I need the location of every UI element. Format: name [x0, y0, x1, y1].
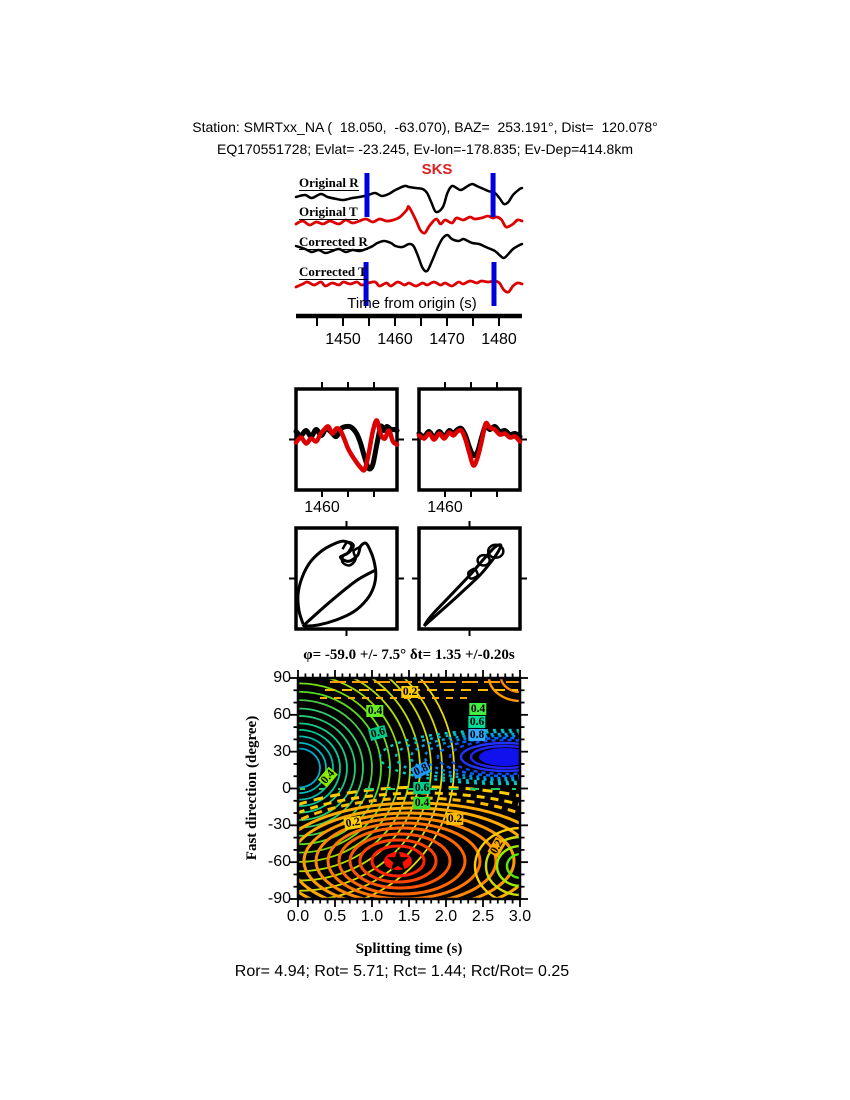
contour-xtick-label: 2.0	[434, 908, 458, 926]
trace-label-original-r: Original R	[299, 175, 359, 190]
contour-level-label: 0.4	[367, 704, 383, 717]
time-axis-label: Time from origin (s)	[347, 295, 477, 312]
contour-level-label: 0.4	[414, 796, 430, 809]
contour-level-label: 0.8	[469, 728, 485, 741]
window-marker	[491, 173, 496, 217]
contour-level-label: 0.2	[344, 815, 362, 831]
contour-xtick-label: 0.5	[323, 908, 347, 926]
contour-level-label: 0.6	[414, 781, 430, 794]
contour-xtick-label: 2.5	[471, 908, 495, 926]
contour-ytick-label: 30	[273, 742, 291, 760]
time-tick-label: 1480	[481, 331, 517, 349]
phase-label-sks: SKS	[421, 161, 453, 178]
contour-level-label: 0.4	[318, 767, 338, 787]
contour-ylabel: Fast direction (degree)	[243, 715, 260, 861]
time-tick-label: 1450	[325, 331, 361, 349]
particle-motion-before	[298, 541, 376, 626]
splitting-result-title: φ= -59.0 +/- 7.5° δt= 1.35 +/-0.20s	[303, 647, 515, 663]
contour-xtick-label: 3.0	[508, 908, 532, 926]
contour-ytick-label: 90	[273, 669, 291, 687]
contour-level-label: 0.2	[488, 837, 506, 857]
contour-ytick-label: 0	[282, 779, 291, 797]
window-marker	[364, 173, 369, 217]
contour-ytick-label: 60	[273, 706, 291, 724]
contour-xtick-label: 0.0	[286, 908, 310, 926]
trace-label-corrected-r: Corrected R	[299, 234, 368, 249]
trace-label-original-t: Original T	[299, 204, 358, 219]
contour-level-label: 0.2	[402, 685, 418, 698]
contour-level-label: 0.6	[469, 715, 485, 728]
contour-xtick-label: 1.0	[360, 908, 384, 926]
trace-label-corrected-t: Corrected T	[299, 264, 367, 279]
result-stats: Ror= 4.94; Rot= 5.71; Rct= 1.44; Rct/Rot= 0.25	[234, 963, 570, 980]
time-tick-label: 1460	[377, 331, 413, 349]
contour-ytick-label: -30	[267, 816, 291, 834]
contour-level-label: 0.2	[447, 812, 463, 825]
contour-xtick-label: 1.5	[397, 908, 421, 926]
header-line-2: EQ170551728; Evlat= -23.245, Ev-lon=-178.835; Ev-Dep=414.8km	[217, 141, 633, 157]
time-tick-label: 1470	[429, 331, 465, 349]
contour-ytick-label: -60	[267, 853, 291, 871]
waveform-trace	[296, 281, 522, 292]
window-marker	[491, 262, 496, 306]
contour-level-label: 0.4	[470, 702, 486, 715]
contour-level-label: 0.6	[369, 725, 387, 741]
contour-ytick-label: -90	[267, 890, 291, 908]
fast-slow-left-tick-label: 1460	[304, 499, 340, 517]
contour-level-label: 0.8	[411, 761, 431, 779]
header-line-1: Station: SMRTxx_NA ( 18.050, -63.070), BAZ= 253.191°, Dist= 120.078°	[192, 119, 658, 135]
fast-slow-right-tick-label: 1460	[427, 499, 463, 517]
error-surface-map	[144, 624, 630, 935]
contour-xlabel: Splitting time (s)	[355, 941, 463, 957]
